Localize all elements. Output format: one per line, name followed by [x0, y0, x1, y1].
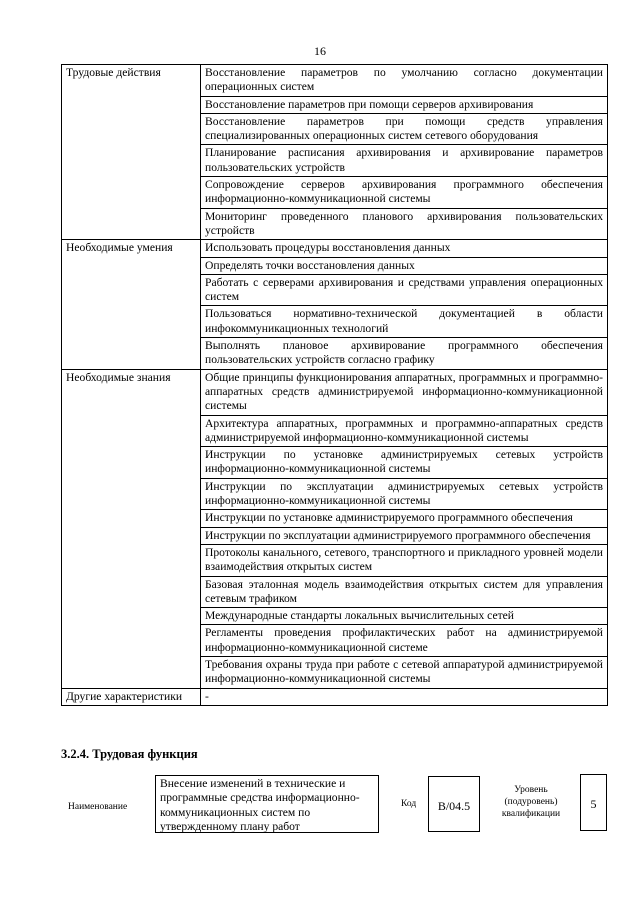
category-other-characteristics: Другие характеристики — [62, 688, 201, 705]
name-label: Наименование — [68, 802, 128, 812]
function-name-box: Внесение изменений в технические и программные средства информационно-коммуникационных систем по утвержденному плану работ — [155, 775, 379, 833]
table-cell: Архитектура аппаратных, программных и программно-аппаратных средств администрируемой информационно-коммуникационной системы — [201, 415, 608, 447]
table-cell: Использовать процедуры восстановления данных — [201, 240, 608, 257]
table-cell: Общие принципы функционирования аппаратных, программных и программно-аппаратных средств администрируемой информационно-коммуникационной системы — [201, 369, 608, 415]
table-row — [62, 65, 608, 97]
level-label: Уровень (подуровень) квалификации — [501, 785, 561, 819]
table-cell: Работать с серверами архивирования и средствами управления операционных систем — [201, 274, 608, 306]
labor-function-table — [61, 64, 608, 706]
table-cell: Протоколы канального, сетевого, транспортного и прикладного уровней модели взаимодействия открытых систем — [201, 544, 608, 576]
section-heading: 3.2.4. Трудовая функция — [61, 747, 198, 761]
table-cell: Восстановление параметров при помощи серверов архивирования — [201, 96, 608, 113]
table-row — [62, 369, 608, 415]
table-cell: Сопровождение серверов архивирования программного обеспечения информационно-коммуникационной системы — [201, 177, 608, 209]
table-cell: Восстановление параметров по умолчанию согласно документации операционных систем — [201, 65, 608, 97]
table-cell: Пользоваться нормативно-технической документацией в области инфокоммуникационных технологий — [201, 306, 608, 338]
code-label: Код — [401, 799, 417, 809]
table-cell: Инструкции по установке администрируемых сетевых устройств информационно-коммуникационной системы — [201, 447, 608, 479]
table-cell: Мониторинг проведенного планового архивирования пользовательских устройств — [201, 208, 608, 240]
level-box: 5 — [580, 774, 607, 831]
table-cell: Международные стандарты локальных вычислительных сетей — [201, 608, 608, 625]
category-labor-actions: Трудовые действия — [62, 65, 201, 240]
table-cell: Восстановление параметров при помощи средств управления специализированных операционных систем сетевого оборудования — [201, 113, 608, 145]
category-required-skills: Необходимые умения — [62, 240, 201, 369]
code-box: B/04.5 — [428, 776, 480, 832]
table-cell: Требования охраны труда при работе с сетевой аппаратурой администрируемой информационно-коммуникационной системы — [201, 656, 608, 688]
category-required-knowledge: Необходимые знания — [62, 369, 201, 688]
table-cell: Определять точки восстановления данных — [201, 257, 608, 274]
table-cell: Базовая эталонная модель взаимодействия открытых систем для управления сетевым трафиком — [201, 576, 608, 608]
table-cell: - — [201, 688, 608, 705]
table-cell: Выполнять плановое архивирование программного обеспечения пользовательских устройств согласно графику — [201, 338, 608, 370]
table-cell: Инструкции по эксплуатации администрируемых сетевых устройств информационно-коммуникационной системы — [201, 478, 608, 510]
table-cell: Планирование расписания архивирования и архивирование параметров пользовательских устройств — [201, 145, 608, 177]
table-cell: Инструкции по установке администрируемого программного обеспечения — [201, 510, 608, 527]
table-cell: Регламенты проведения профилактических работ на администрируемой информационно-коммуникационной системе — [201, 625, 608, 657]
table-row — [62, 688, 608, 705]
table-cell: Инструкции по эксплуатации администрируемого программного обеспечения — [201, 527, 608, 544]
table-row — [62, 240, 608, 257]
page-number: 16 — [314, 44, 326, 58]
